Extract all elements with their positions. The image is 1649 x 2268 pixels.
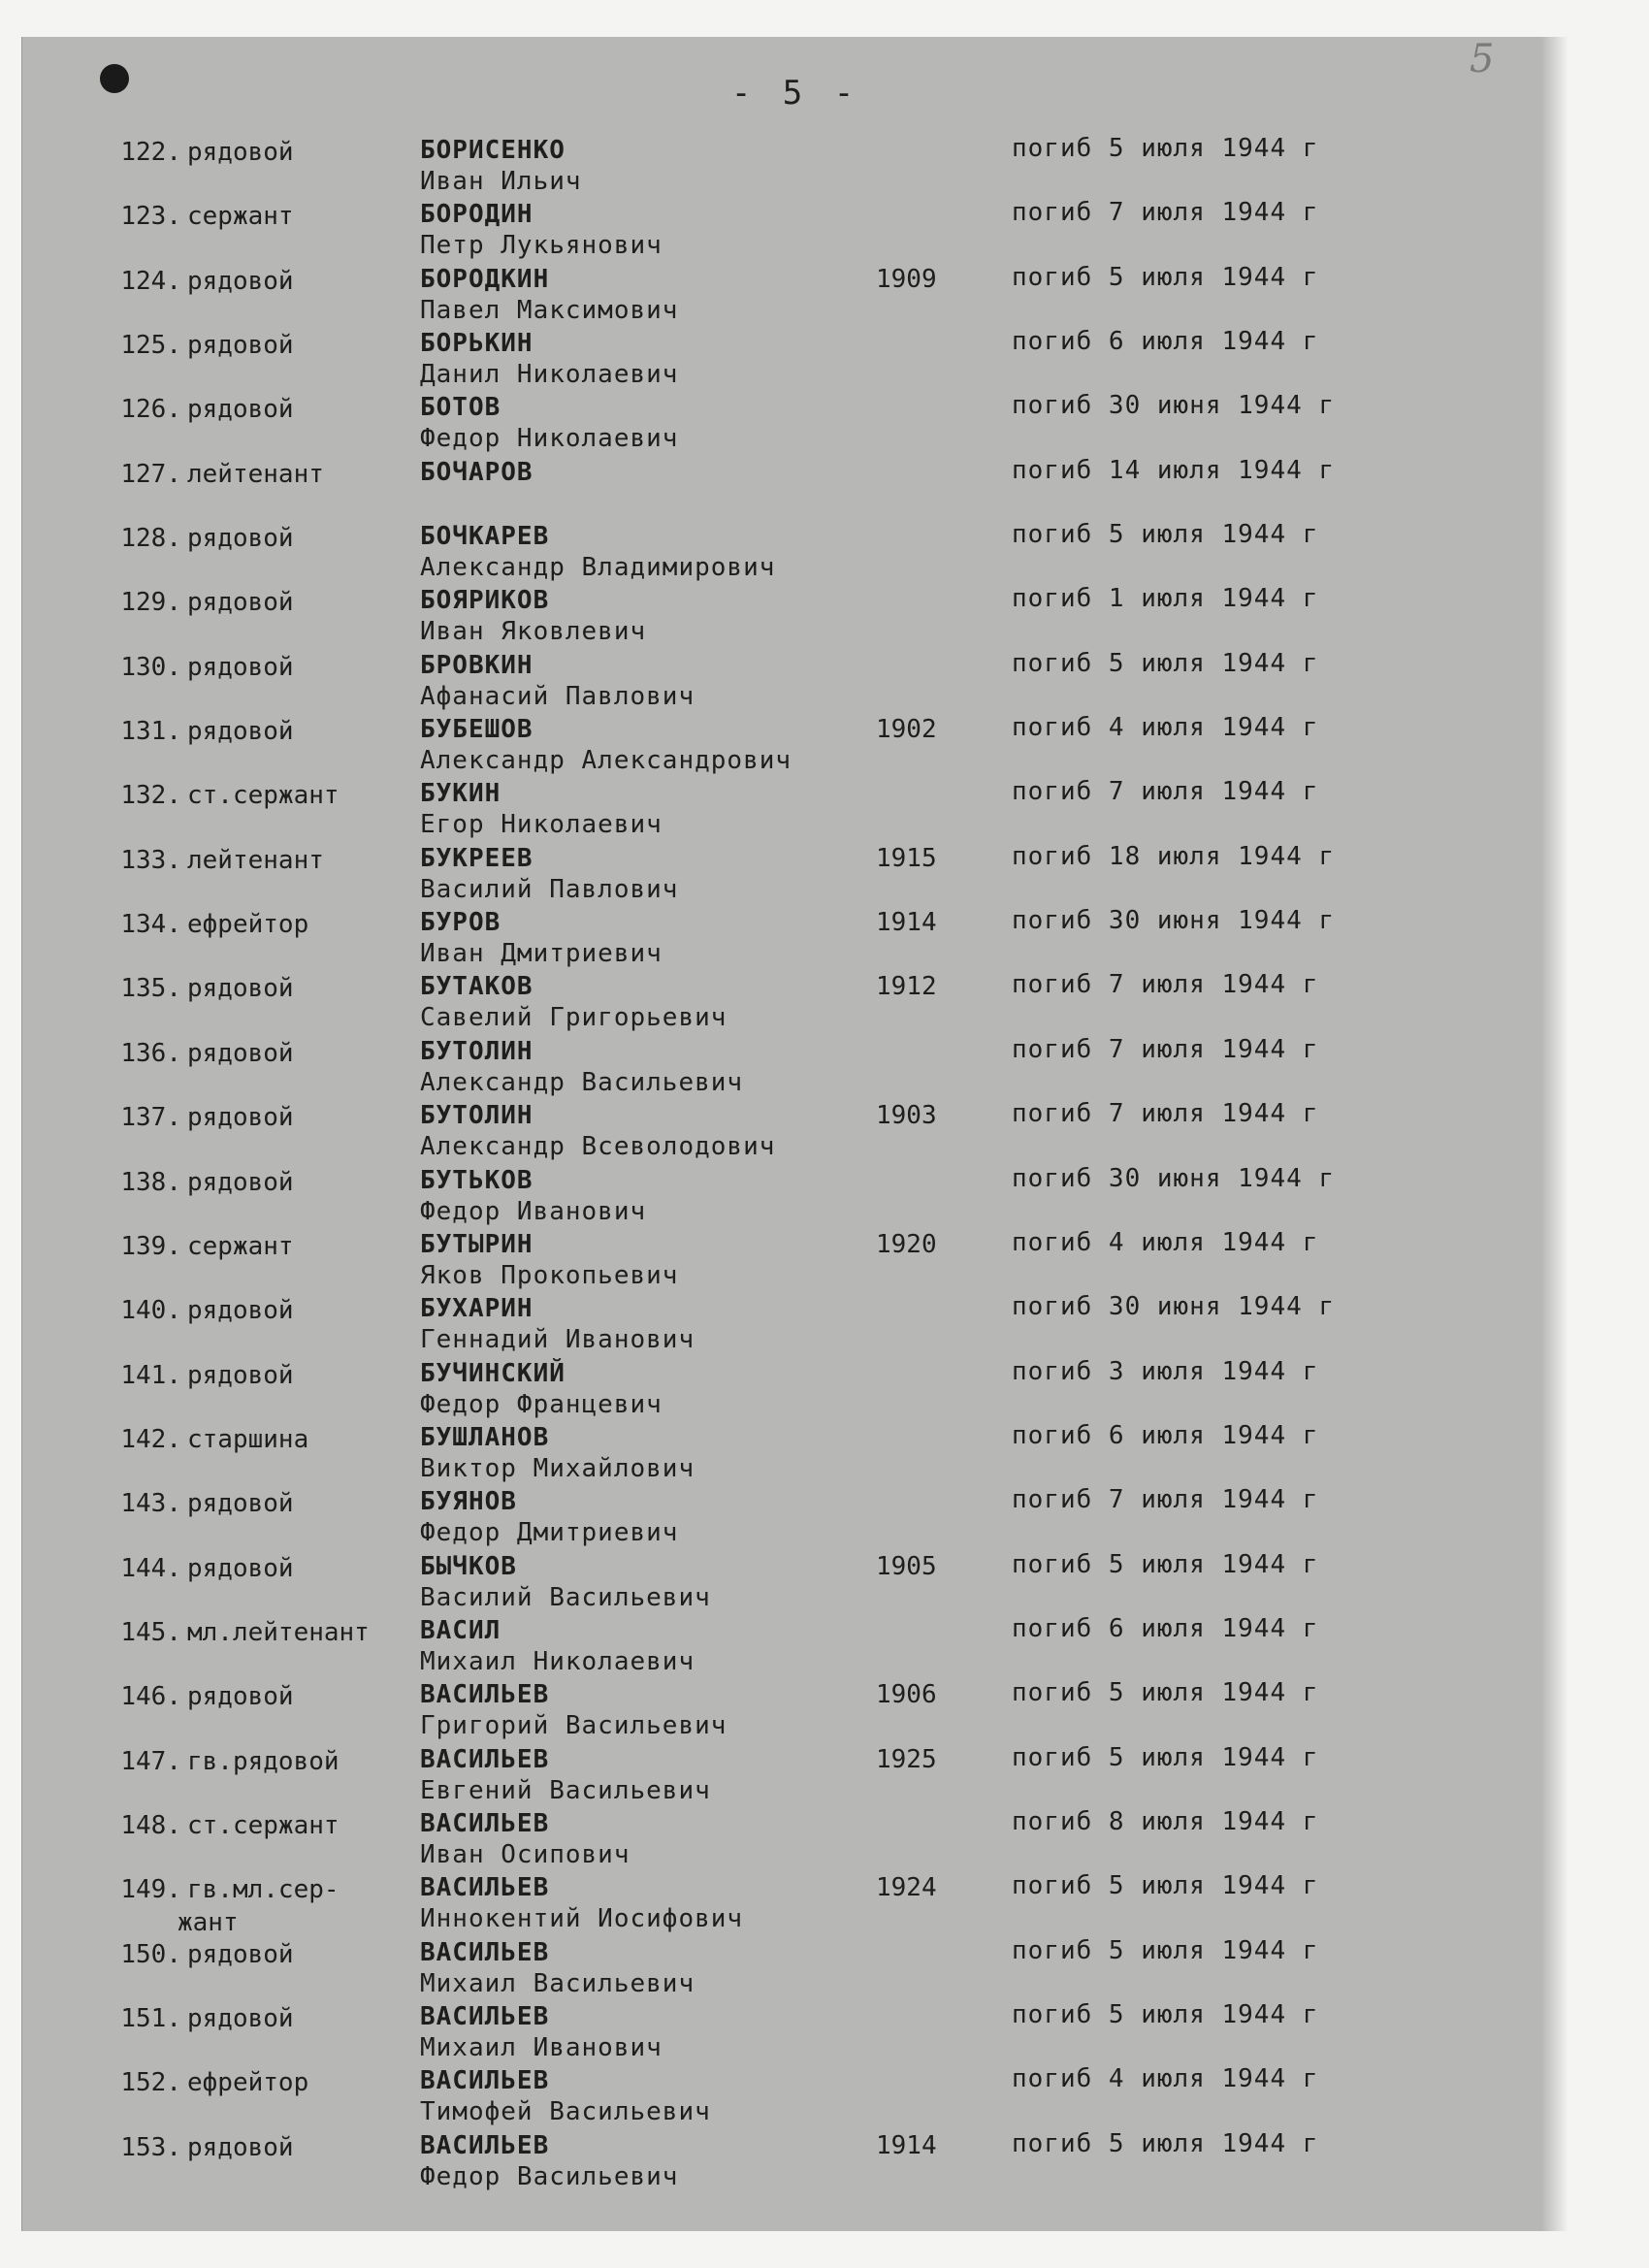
entry-number: 141. — [120, 1360, 181, 1390]
entry-number: 137. — [120, 1103, 181, 1133]
list-item — [22, 777, 1568, 841]
entry-rank: рядовой — [187, 524, 294, 554]
entry-death-note: погиб 7 июля 1944 г — [1012, 1034, 1319, 1064]
entry-death-note: погиб 5 июля 1944 г — [1012, 1999, 1319, 2029]
entry-death-note: погиб 7 июля 1944 г — [1012, 198, 1319, 228]
entry-birth-year: 1924 — [876, 1873, 937, 1903]
entry-death-note: погиб 5 июля 1944 г — [1012, 1742, 1319, 1772]
page-number: - 5 - — [730, 74, 860, 113]
entry-given-names: Егор Николаевич — [420, 810, 663, 840]
entry-rank: рядовой — [187, 1360, 294, 1390]
list-item — [22, 1743, 1568, 1807]
entry-death-note: погиб 14 июля 1944 г — [1012, 455, 1336, 485]
entry-birth-year: 1902 — [876, 715, 937, 745]
list-item — [22, 1099, 1568, 1163]
entry-given-names: Александр Васильевич — [420, 1067, 744, 1097]
entry-rank: лейтенант — [187, 459, 324, 489]
entry-death-note: погиб 30 июня 1944 г — [1012, 391, 1336, 421]
list-item — [22, 2064, 1568, 2128]
entry-surname: БОРИСЕНКО — [420, 136, 566, 165]
entry-number: 145. — [120, 1617, 181, 1647]
entry-birth-year: 1912 — [876, 972, 937, 1002]
entry-given-names: Савелий Григорьевич — [420, 1003, 728, 1033]
entry-surname: БОЧКАРЕВ — [420, 522, 550, 552]
entry-death-note: погиб 30 июня 1944 г — [1012, 906, 1336, 936]
list-item — [22, 2129, 1568, 2193]
entry-number: 139. — [120, 1231, 181, 1261]
entry-given-names: Петр Лукьянович — [420, 231, 663, 261]
entry-given-names: Федор Николаевич — [420, 424, 679, 454]
entry-death-note: погиб 18 июля 1944 г — [1012, 841, 1336, 871]
entry-number: 144. — [120, 1553, 181, 1583]
entry-number: 142. — [120, 1424, 181, 1454]
list-item — [22, 456, 1568, 520]
entry-number: 135. — [120, 974, 181, 1004]
entry-given-names: Федор Дмитриевич — [420, 1518, 679, 1548]
entry-number: 129. — [120, 588, 181, 618]
entry-rank: сержант — [187, 202, 294, 232]
entry-birth-year: 1909 — [876, 264, 937, 294]
entry-surname: БУХАРИН — [420, 1294, 534, 1324]
entry-given-names: Геннадий Иванович — [420, 1325, 695, 1355]
list-item — [22, 1421, 1568, 1485]
entry-surname: ВАСИЛЬЕВ — [420, 1680, 550, 1710]
entry-death-note: погиб 1 июля 1944 г — [1012, 584, 1319, 614]
entry-rank: рядовой — [187, 974, 294, 1004]
list-item — [22, 1035, 1568, 1099]
entry-given-names: Федор Иванович — [420, 1196, 647, 1226]
list-item — [22, 1936, 1568, 2000]
entry-surname: БОРОДКИН — [420, 264, 550, 294]
list-item — [22, 649, 1568, 713]
list-item — [22, 970, 1568, 1034]
entry-number: 150. — [120, 1939, 181, 1969]
entry-surname: ВАСИЛЬЕВ — [420, 1937, 550, 1967]
entry-rank: ефрейтор — [187, 910, 309, 940]
list-item — [22, 1550, 1568, 1614]
handwritten-page-number: 5 — [1470, 37, 1495, 81]
entry-given-names: Иван Ильич — [420, 167, 582, 196]
list-item — [22, 520, 1568, 584]
entry-surname: БОРОДИН — [420, 200, 534, 230]
entry-death-note: погиб 4 июля 1944 г — [1012, 1227, 1319, 1257]
entry-number: 123. — [120, 202, 181, 232]
entry-rank: рядовой — [187, 588, 294, 618]
entry-number: 130. — [120, 652, 181, 682]
entry-death-note: погиб 7 июля 1944 г — [1012, 1099, 1319, 1129]
entry-death-note: погиб 4 июля 1944 г — [1012, 713, 1319, 743]
entry-rank: рядовой — [187, 2132, 294, 2162]
entry-number: 149. — [120, 1875, 181, 1905]
entry-given-names: Михаил Иванович — [420, 2032, 663, 2062]
entry-birth-year: 1905 — [876, 1551, 937, 1581]
entry-surname: БУРОВ — [420, 908, 501, 938]
entry-rank-continued: жант — [178, 1908, 239, 1938]
entry-surname: ВАСИЛЬЕВ — [420, 1744, 550, 1774]
entry-rank: рядовой — [187, 395, 294, 425]
entry-death-note: погиб 5 июля 1944 г — [1012, 262, 1319, 292]
list-item — [22, 1678, 1568, 1742]
entry-surname: ВАСИЛЬЕВ — [420, 2001, 550, 2031]
entry-given-names: Иннокентий Иосифович — [420, 1904, 744, 1934]
entry-given-names: Евгений Васильевич — [420, 1775, 711, 1805]
entry-rank: рядовой — [187, 652, 294, 682]
entry-rank: рядовой — [187, 1489, 294, 1519]
entry-given-names: Федор Францевич — [420, 1389, 663, 1419]
entry-number: 152. — [120, 2068, 181, 2098]
entry-rank: рядовой — [187, 1939, 294, 1969]
entry-given-names: Александр Александрович — [420, 746, 792, 776]
entry-rank: рядовой — [187, 331, 294, 361]
entry-death-note: погиб 30 июня 1944 г — [1012, 1292, 1336, 1322]
entry-number: 148. — [120, 1810, 181, 1840]
entry-number: 132. — [120, 781, 181, 811]
entry-given-names: Василий Васильевич — [420, 1582, 711, 1612]
entry-surname: БУЯНОВ — [420, 1487, 517, 1517]
entry-death-note: погиб 5 июля 1944 г — [1012, 1549, 1319, 1579]
entry-death-note: погиб 7 июля 1944 г — [1012, 970, 1319, 1000]
list-item — [22, 1485, 1568, 1549]
entry-given-names: Иван Яковлевич — [420, 617, 647, 647]
entry-surname: БУКИН — [420, 779, 501, 809]
entry-birth-year: 1925 — [876, 1744, 937, 1774]
entry-surname: БУШЛАНОВ — [420, 1422, 550, 1452]
entry-number: 151. — [120, 2003, 181, 2033]
entry-death-note: погиб 5 июля 1944 г — [1012, 134, 1319, 163]
list-item — [22, 842, 1568, 906]
entry-surname: ВАСИЛ — [420, 1615, 501, 1645]
entry-surname: ВАСИЛЬЕВ — [420, 1873, 550, 1903]
entry-surname: БУТОЛИН — [420, 1036, 534, 1066]
entry-death-note: погиб 7 июля 1944 г — [1012, 777, 1319, 807]
entry-rank: гв.рядовой — [187, 1746, 340, 1776]
entry-surname: БОЯРИКОВ — [420, 586, 550, 616]
entry-surname: БОРЬКИН — [420, 329, 534, 359]
entry-death-note: погиб 30 июня 1944 г — [1012, 1163, 1336, 1193]
list-item — [22, 391, 1568, 455]
entry-birth-year: 1914 — [876, 2130, 937, 2160]
list-item — [22, 198, 1568, 262]
entry-rank: рядовой — [187, 266, 294, 296]
entry-death-note: погиб 6 июля 1944 г — [1012, 327, 1319, 357]
entry-given-names: Данил Николаевич — [420, 360, 679, 390]
entry-given-names: Тимофей Васильевич — [420, 2097, 711, 2127]
entry-given-names: Иван Осипович — [420, 1839, 630, 1869]
entry-rank: рядовой — [187, 1038, 294, 1068]
entry-number: 126. — [120, 395, 181, 425]
entry-number: 122. — [120, 138, 181, 167]
entry-death-note: погиб 5 июля 1944 г — [1012, 1935, 1319, 1965]
entry-number: 128. — [120, 524, 181, 554]
entry-surname: БУТОЛИН — [420, 1101, 534, 1131]
entry-surname: ВАСИЛЬЕВ — [420, 1808, 550, 1838]
list-item — [22, 327, 1568, 391]
entry-surname: БУТЫРИН — [420, 1229, 534, 1259]
entry-number: 124. — [120, 266, 181, 296]
entry-number: 140. — [120, 1296, 181, 1326]
entry-rank: ефрейтор — [187, 2068, 309, 2098]
entry-rank: рядовой — [187, 138, 294, 167]
entry-death-note: погиб 5 июля 1944 г — [1012, 1678, 1319, 1708]
entry-given-names: Афанасий Павлович — [420, 681, 695, 711]
entry-rank: ст.сержант — [187, 1810, 340, 1840]
entry-given-names: Александр Всеволодович — [420, 1132, 776, 1162]
entry-death-note: погиб 5 июля 1944 г — [1012, 2128, 1319, 2158]
entry-birth-year: 1915 — [876, 843, 937, 873]
list-item — [22, 1292, 1568, 1356]
casualty-list — [22, 134, 1568, 2193]
scanned-page — [21, 37, 1568, 2231]
entry-given-names: Яков Прокопьевич — [420, 1260, 679, 1290]
entry-rank: рядовой — [187, 1103, 294, 1133]
scan-edge — [1541, 37, 1568, 2231]
entry-number: 153. — [120, 2132, 181, 2162]
entry-death-note: погиб 7 июля 1944 г — [1012, 1485, 1319, 1515]
list-item — [22, 713, 1568, 777]
entry-rank: рядовой — [187, 1682, 294, 1712]
entry-rank: старшина — [187, 1424, 309, 1454]
entry-rank: мл.лейтенант — [187, 1617, 370, 1647]
entry-given-names: Александр Владимирович — [420, 553, 776, 583]
entry-number: 138. — [120, 1167, 181, 1197]
entry-rank: ст.сержант — [187, 781, 340, 811]
entry-given-names: Василий Павлович — [420, 874, 679, 904]
entry-given-names: Павел Максимович — [420, 295, 679, 325]
entry-given-names: Григорий Васильевич — [420, 1711, 728, 1741]
list-item — [22, 1357, 1568, 1421]
entry-surname: БОТОВ — [420, 393, 501, 423]
entry-given-names: Иван Дмитриевич — [420, 939, 663, 969]
entry-death-note: погиб 5 июля 1944 г — [1012, 1871, 1319, 1901]
entry-surname: ВАСИЛЬЕВ — [420, 2066, 550, 2096]
entry-surname: БУБЕШОВ — [420, 715, 534, 745]
entry-surname: ВАСИЛЬЕВ — [420, 2130, 550, 2160]
entry-surname: БРОВКИН — [420, 650, 534, 680]
entry-death-note: погиб 8 июля 1944 г — [1012, 1806, 1319, 1836]
entry-birth-year: 1903 — [876, 1101, 937, 1131]
entry-number: 133. — [120, 845, 181, 875]
entry-surname: БУЧИНСКИЙ — [420, 1358, 566, 1388]
entry-number: 134. — [120, 910, 181, 940]
entry-death-note: погиб 3 июля 1944 г — [1012, 1356, 1319, 1386]
list-item — [22, 1164, 1568, 1228]
entry-surname: БУТАКОВ — [420, 972, 534, 1002]
entry-rank: гв.мл.сер- — [187, 1875, 340, 1905]
entry-given-names: Федор Васильевич — [420, 2161, 679, 2191]
entry-number: 136. — [120, 1038, 181, 1068]
list-item — [22, 1807, 1568, 1871]
list-item — [22, 2000, 1568, 2064]
entry-death-note: погиб 5 июля 1944 г — [1012, 648, 1319, 678]
list-item — [22, 263, 1568, 327]
entry-birth-year: 1920 — [876, 1229, 937, 1259]
entry-surname: БУКРЕЕВ — [420, 843, 534, 873]
entry-number: 143. — [120, 1489, 181, 1519]
entry-rank: лейтенант — [187, 845, 324, 875]
list-item — [22, 1614, 1568, 1678]
entry-given-names: Михаил Николаевич — [420, 1646, 695, 1676]
list-item — [22, 584, 1568, 648]
list-item — [22, 1228, 1568, 1292]
entry-rank: рядовой — [187, 2003, 294, 2033]
entry-birth-year: 1906 — [876, 1680, 937, 1710]
entry-death-note: погиб 6 июля 1944 г — [1012, 1420, 1319, 1450]
entry-surname: БЫЧКОВ — [420, 1551, 517, 1581]
entry-surname: БУТЬКОВ — [420, 1165, 534, 1195]
entry-given-names: Виктор Михайлович — [420, 1453, 695, 1483]
entry-rank: сержант — [187, 1231, 294, 1261]
entry-death-note: погиб 5 июля 1944 г — [1012, 520, 1319, 550]
entry-rank: рядовой — [187, 1553, 294, 1583]
entry-number: 146. — [120, 1682, 181, 1712]
entry-rank: рядовой — [187, 1167, 294, 1197]
entry-number: 147. — [120, 1746, 181, 1776]
list-item — [22, 1871, 1568, 1938]
list-item — [22, 906, 1568, 970]
entry-rank: рядовой — [187, 717, 294, 747]
entry-death-note: погиб 4 июля 1944 г — [1012, 2064, 1319, 2094]
entry-given-names: Михаил Васильевич — [420, 1968, 695, 1998]
entry-death-note: погиб 6 июля 1944 г — [1012, 1613, 1319, 1643]
list-item — [22, 134, 1568, 198]
entry-rank: рядовой — [187, 1296, 294, 1326]
entry-number: 131. — [120, 717, 181, 747]
entry-surname: БОЧАРОВ — [420, 457, 534, 487]
entry-number: 127. — [120, 459, 181, 489]
entry-birth-year: 1914 — [876, 908, 937, 938]
entry-number: 125. — [120, 331, 181, 361]
